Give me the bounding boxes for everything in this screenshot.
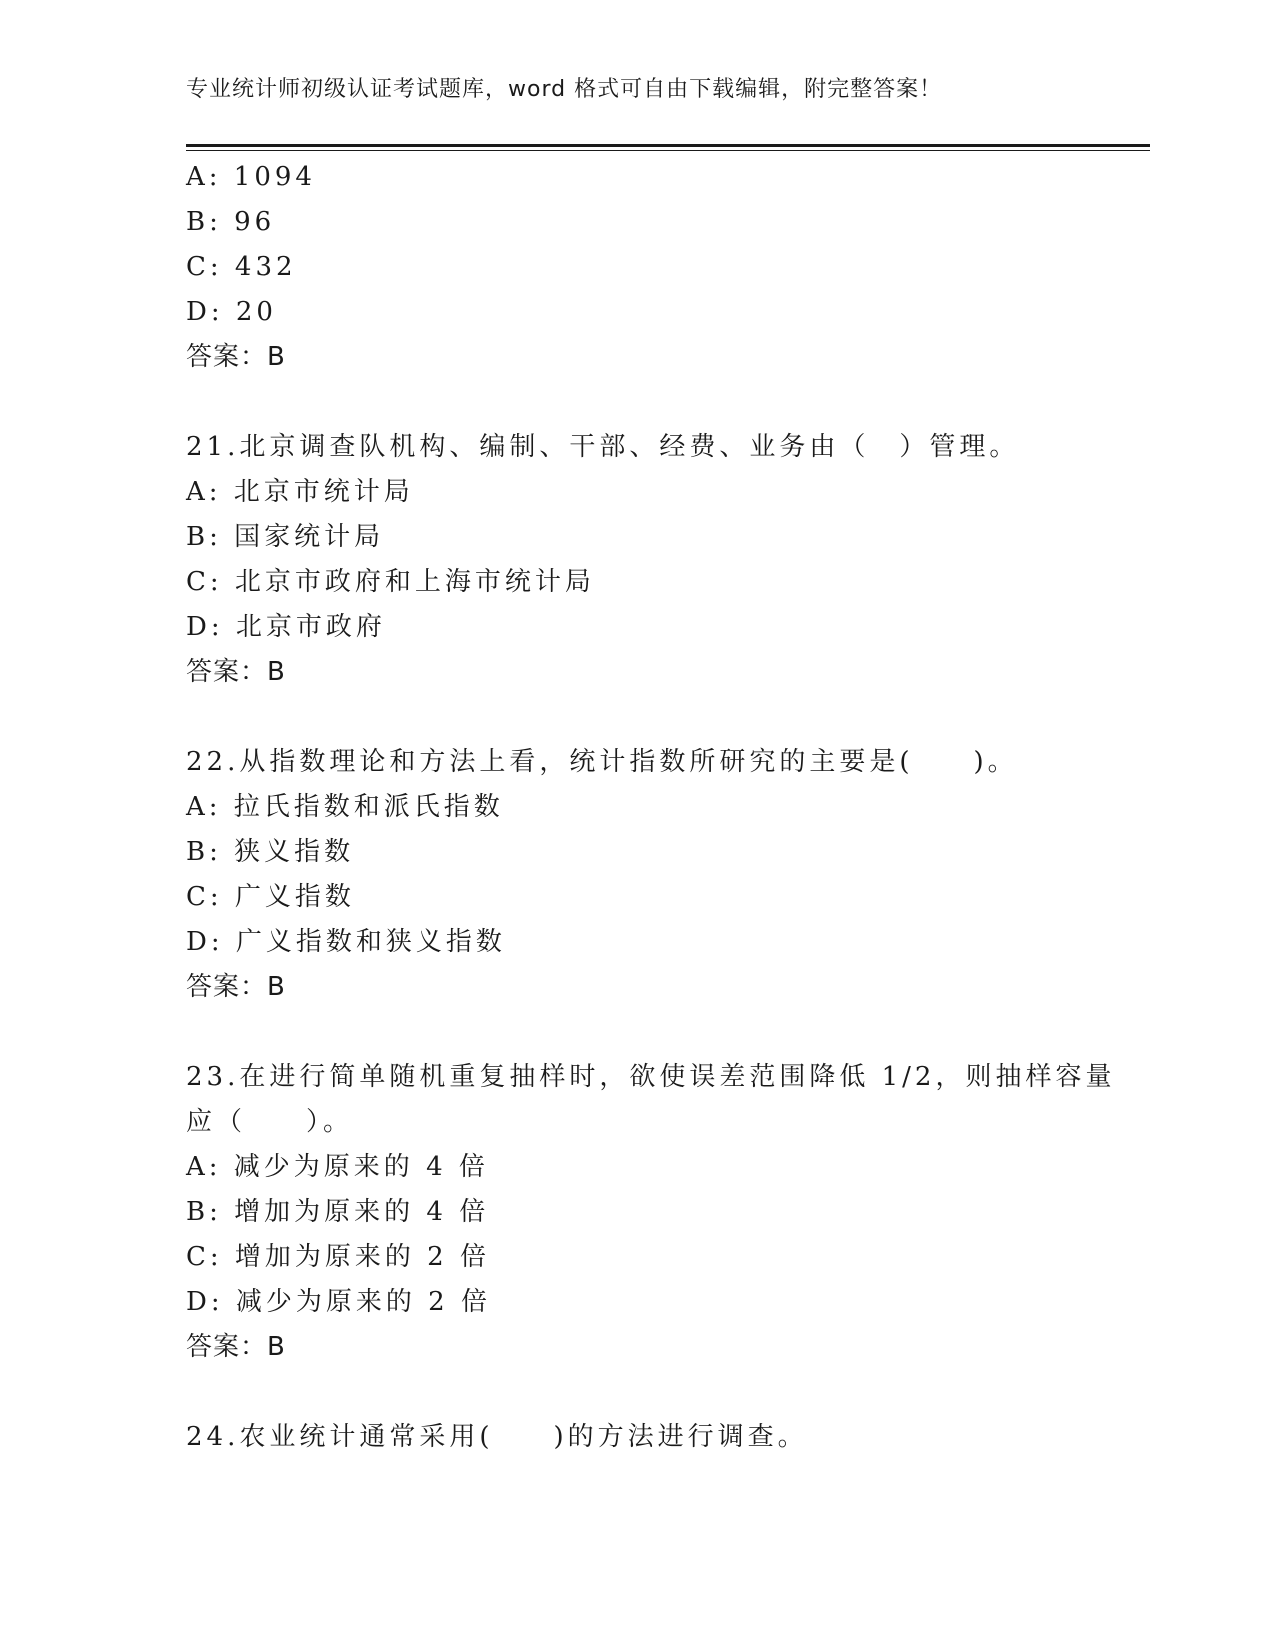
- q21-option-d: D: 北京市政府: [186, 612, 386, 642]
- q23-option-d: D: 减少为原来的 2 倍: [186, 1287, 491, 1317]
- q24-stem: 24.农业统计通常采用( )的方法进行调查。: [186, 1422, 808, 1452]
- q20-option-b: B: 96: [186, 207, 276, 237]
- q20-option-d: D: 20: [186, 297, 277, 327]
- q20-option-a: A: 1094: [186, 162, 316, 192]
- q22-answer: 答案：B: [186, 972, 286, 1002]
- q23-stem-line2: 应（ ）。: [186, 1107, 354, 1137]
- q23-option-c: C: 增加为原来的 2 倍: [186, 1242, 490, 1272]
- q23-option-b: B: 增加为原来的 4 倍: [186, 1197, 490, 1227]
- q21-answer: 答案：B: [186, 657, 286, 687]
- q22-option-c: C: 广义指数: [186, 882, 355, 912]
- q21-option-a: A: 北京市统计局: [186, 477, 414, 507]
- q21-stem: 21.北京调查队机构、编制、干部、经费、业务由（ ）管理。: [186, 432, 1020, 462]
- q21-option-c: C: 北京市政府和上海市统计局: [186, 567, 595, 597]
- q22-option-b: B: 狭义指数: [186, 837, 355, 867]
- q23-option-a: A: 减少为原来的 4 倍: [186, 1152, 489, 1182]
- header-rule-thin: [186, 150, 1150, 151]
- q20-answer: 答案：B: [186, 342, 286, 372]
- q22-option-d: D: 广义指数和狭义指数: [186, 927, 506, 957]
- q20-option-c: C: 432: [186, 252, 297, 282]
- q22-option-a: A: 拉氏指数和派氏指数: [186, 792, 504, 822]
- q22-stem: 22.从指数理论和方法上看，统计指数所研究的主要是( )。: [186, 747, 1018, 777]
- q23-stem-line1: 23.在进行简单随机重复抽样时，欲使误差范围降低 1/2，则抽样容量: [186, 1062, 1116, 1092]
- q23-answer: 答案：B: [186, 1332, 286, 1362]
- page-header: 专业统计师初级认证考试题库，word 格式可自由下载编辑，附完整答案！: [186, 77, 943, 102]
- header-rule-thick: [186, 144, 1150, 147]
- q21-option-b: B: 国家统计局: [186, 522, 385, 552]
